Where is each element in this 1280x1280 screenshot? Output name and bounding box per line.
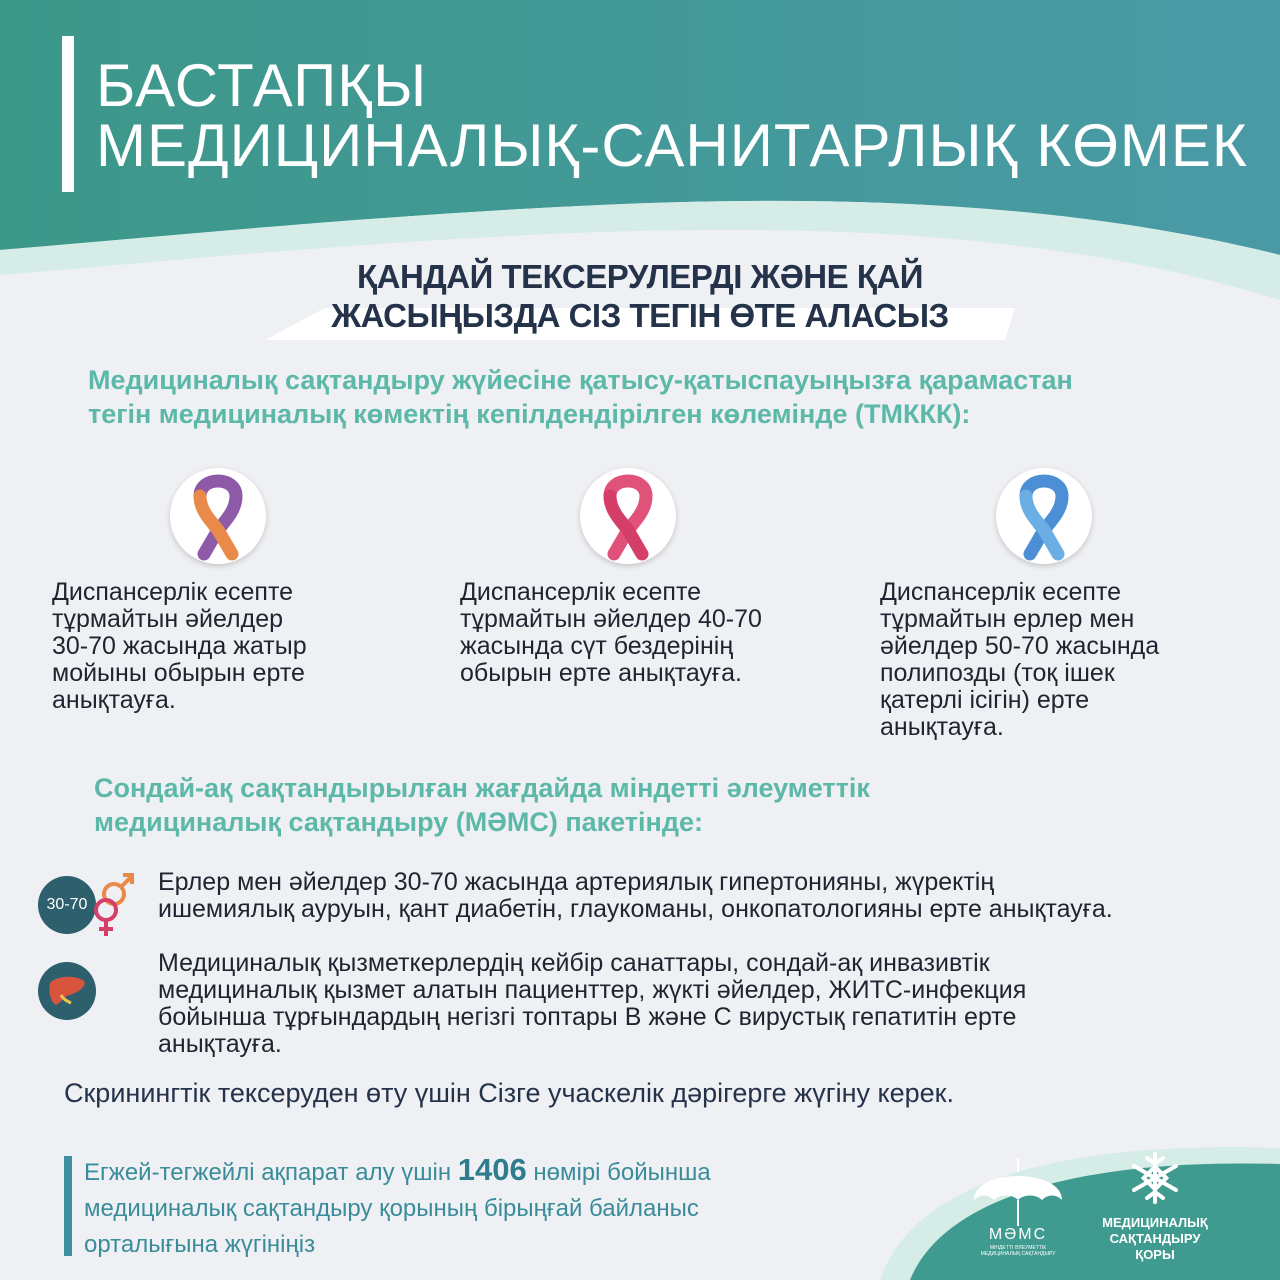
footer-accent-bar: [64, 1156, 72, 1256]
umbrella-icon: [968, 1150, 1068, 1230]
fund-logo: МЕДИЦИНАЛЫҚ САҚТАНДЫРУ ҚОРЫ: [1094, 1150, 1216, 1263]
ribbon-circle-2: [580, 468, 676, 564]
snowflake-icon: [1127, 1150, 1183, 1206]
contact-info: Егжей-тегжейлі ақпарат алу үшін 1406 нөмірі бойынша медициналық сақтандыру қорының бірыңғай байланыс орталығына жүгініңіз: [84, 1152, 711, 1258]
gender-symbols-icon: [92, 870, 138, 940]
page-title-line1: БАСТАПҚЫ: [96, 52, 428, 119]
tmkkk-line2: тегін медициналық көмектің кепілдендірілген көлемінде (ТМККК):: [88, 399, 971, 429]
pink-ribbon-icon: [580, 468, 676, 564]
age-badge: [38, 876, 96, 934]
ribbon-circle-1: [170, 468, 266, 564]
mams-line2: медициналық сақтандыру (МӘМС) пакетінде:: [94, 807, 703, 837]
title-accent-bar: [62, 36, 74, 192]
mams-item-1: Ерлер мен әйелдер 30-70 жасында артериялық гипертонияны, жүректің ишемиялық ауруын, қант диабетін, глаукоманы, онкопатологияны ерте анықтауға.: [158, 868, 1113, 923]
liver-icon: [47, 973, 87, 1009]
liver-badge: [38, 962, 96, 1020]
hotline-number[interactable]: 1406: [457, 1152, 527, 1187]
mams-line1: Сондай-ақ сақтандырылған жағдайда міндетті әлеуметтік: [94, 773, 870, 803]
doctor-note: Скринингтік тексеруден өту үшін Сізге учаскелік дәрігерге жүгіну керек.: [64, 1078, 954, 1108]
subtitle-line1: ҚАНДАЙ ТЕКСЕРУЛЕРДІ ЖӘНЕ ҚАЙ: [356, 258, 924, 295]
age-badge-label: 30-70: [46, 896, 88, 913]
mams-logo: МӘМС МІНДЕТТІ ӘЛЕУМЕТТІК МЕДИЦИНАЛЫҚ САҚТАНДЫРУ: [968, 1150, 1068, 1235]
orange-purple-ribbon-icon: [170, 468, 266, 564]
screening-text-2: Диспансерлік есепте тұрмайтын әйелдер 40-70 жасында сүт бездерінің обырын ерте анықтауға.: [460, 578, 762, 687]
screening-text-3: Диспансерлік есепте тұрмайтын ерлер мен әйелдер 50-70 жасында полипозды (тоқ ішек қатерлі ісігін) ерте анықтауға.: [880, 578, 1160, 741]
screening-text-1: Диспансерлік есепте тұрмайтын әйелдер 30-70 жасында жатыр мойыны обырын ерте анықтауға.: [52, 578, 307, 714]
mams-item-2: Медициналық қызметкерлердің кейбір санаттары, сондай-ақ инвазивтік медициналық қызмет алатын пациенттер, жүкті әйелдер, ЖИТС-инфекция бойынша тұрғындардың негізгі топтары В және С вирустық гепатитін ерте анықтауға.: [158, 949, 1027, 1058]
blue-ribbon-icon: [996, 468, 1092, 564]
page-title-line2: МЕДИЦИНАЛЫҚ-САНИТАРЛЫҚ КӨМЕК: [96, 112, 1248, 179]
subtitle-line2: ЖАСЫҢЫЗДА СІЗ ТЕГІН ӨТЕ АЛАСЫЗ: [331, 297, 949, 334]
mams-logo-label: МӘМС: [988, 1226, 1048, 1243]
tmkkk-line1: Медициналық сақтандыру жүйесіне қатысу-қатыспауыңызға қарамастан: [88, 365, 1073, 395]
ribbon-circle-3: [996, 468, 1092, 564]
